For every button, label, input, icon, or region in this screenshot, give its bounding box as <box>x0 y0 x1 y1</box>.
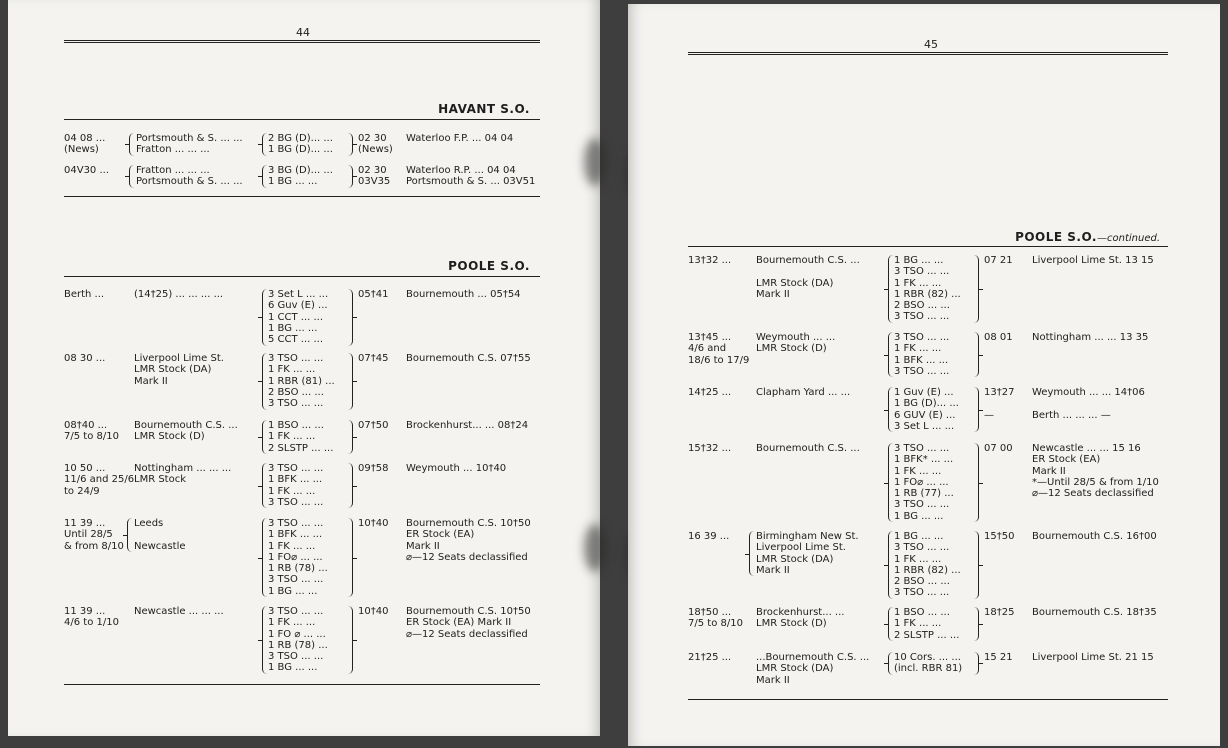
destination: Bournemouth C.S. 07†55 <box>406 353 531 364</box>
origin-station: Fratton ... ... ... Portsmouth & S. ... ... <box>136 165 243 188</box>
origin-station: Birmingham New St. Liverpool Lime St. LMR Stock (DA) Mark II <box>756 531 859 576</box>
departure-time: 14†25 ... <box>688 387 732 398</box>
arrival-time: 10†40 <box>358 606 389 617</box>
formation-brace <box>346 606 353 674</box>
left-page <box>8 0 600 736</box>
formation-brace <box>346 518 353 597</box>
origin-station: Liverpool Lime St. LMR Stock (DA) Mark II <box>134 353 224 387</box>
destination: Liverpool Lime St. 13 15 <box>1032 255 1154 266</box>
section-rule <box>64 196 540 197</box>
section-rule <box>64 276 540 277</box>
destination: Bournemouth ... 05†54 <box>406 289 521 300</box>
origin-station: Bournemouth C.S. ... LMR Stock (DA) Mark II <box>756 255 860 300</box>
destination: Waterloo F.P. ... 04 04 <box>406 133 514 144</box>
formation-brace <box>346 420 353 454</box>
origin-brace <box>749 531 756 576</box>
formation-brace <box>972 531 979 599</box>
train-formation: 1 BG ... ... 3 TSO ... ... 1 FK ... ... 1 RBR (82) ... 2 BSO ... ... 3 TSO ... ... <box>894 255 961 323</box>
train-formation: 3 TSO ... ... 1 FK ... ... 1 FO ⌀ ... ... 1 RB (78) ... 3 TSO ... ... 1 BG ... ... <box>268 606 328 674</box>
destination: Bournemouth C.S. 18†35 <box>1032 607 1157 618</box>
top-rule <box>688 52 1168 55</box>
formation-brace <box>972 387 979 432</box>
arrival-time: 09†58 <box>358 463 389 474</box>
origin-station: (14†25) ... ... ... ... <box>134 289 224 300</box>
origin-station: Weymouth ... ... LMR Stock (D) <box>756 332 836 355</box>
arrival-time: 08 01 <box>984 332 1013 343</box>
destination: Bournemouth C.S. 10†50 ER Stock (EA) Mark II ⌀—12 Seats declassified <box>406 518 531 563</box>
origin-station: Nottingham ... ... ... LMR Stock <box>134 463 232 486</box>
page-number: 45 <box>924 38 938 51</box>
origin-brace <box>127 518 134 552</box>
origin-station: Brockenhurst... ... LMR Stock (D) <box>756 607 845 630</box>
arrival-time: 05†41 <box>358 289 389 300</box>
destination: Newcastle ... ... 15 16 ER Stock (EA) Mark II *—Until 28/5 & from 1/10 ⌀—12 Seats declassified <box>1032 443 1159 500</box>
arrival-time: 15†50 <box>984 531 1015 542</box>
departure-time: 04V30 ... <box>64 165 110 176</box>
train-formation: 3 TSO ... ... 1 BFK ... ... 1 FK ... ... 3 TSO ... ... <box>268 463 324 508</box>
departure-time: 15†32 ... <box>688 443 732 454</box>
train-formation: 1 BSO ... ... 1 FK ... ... 2 SLSTP ... ... <box>894 607 960 641</box>
origin-brace <box>129 165 136 188</box>
section-rule <box>688 246 1168 247</box>
arrival-time: 10†40 <box>358 518 389 529</box>
section-heading-havant: HAVANT S.O. <box>438 102 530 116</box>
train-formation: 2 BG (D)... ... 1 BG (D)... ... <box>268 133 333 156</box>
origin-station: ...Bournemouth C.S. ... LMR Stock (DA) Mark II <box>756 652 870 686</box>
departure-time: 13†32 ... <box>688 255 732 266</box>
departure-time: 11 39 ... 4/6 to 1/10 <box>64 606 119 629</box>
right-page <box>628 4 1220 746</box>
departure-time: 08 30 ... <box>64 353 106 364</box>
arrival-time: 02 30 (News) <box>358 133 393 156</box>
formation-brace <box>972 652 979 675</box>
formation-brace <box>346 133 353 156</box>
train-formation: 3 BG (D)... ... 1 BG ... ... <box>268 165 333 188</box>
destination: Liverpool Lime St. 21 15 <box>1032 652 1154 663</box>
arrival-time: 13†27 — <box>984 387 1015 421</box>
arrival-time: 07 00 <box>984 443 1013 454</box>
formation-brace <box>346 463 353 508</box>
train-formation: 3 Set L ... ... 6 Guv (E) ... 1 CCT ... ... 1 BG ... ... 5 CCT ... ... <box>268 289 329 346</box>
origin-station: Newcastle ... ... ... <box>134 606 224 617</box>
origin-station: Leeds Newcastle <box>134 518 186 552</box>
departure-time: 13†45 ... 4/6 and 18/6 to 17/9 <box>688 332 750 366</box>
departure-time: 04 08 ... (News) <box>64 133 106 156</box>
section-rule <box>64 119 540 120</box>
departure-time: 08†40 ... 7/5 to 8/10 <box>64 420 119 443</box>
train-formation: 3 TSO ... ... 1 FK ... ... 1 BFK ... ... 3 TSO ... ... <box>894 332 950 377</box>
destination: Waterloo R.P. ... 04 04 Portsmouth & S. ... 03V51 <box>406 165 536 188</box>
departure-time: 18†50 ... 7/5 to 8/10 <box>688 607 743 630</box>
train-formation: 1 Guv (E) ... 1 BG (D)... ... 6 GUV (E) ... 3 Set L ... ... <box>894 387 959 432</box>
section-heading-poole-continued: POOLE S.O.—continued. <box>1015 230 1160 244</box>
train-formation: 3 TSO ... ... 1 FK ... ... 1 RBR (81) ... 2 BSO ... ... 3 TSO ... ... <box>268 353 335 410</box>
departure-time: 11 39 ... Until 28/5 & from 8/10 <box>64 518 124 552</box>
train-formation: 10 Cors. ... ... (incl. RBR 81) <box>894 652 963 675</box>
formation-brace <box>972 255 979 323</box>
binding-stain <box>584 138 606 186</box>
destination: Nottingham ... ... 13 35 <box>1032 332 1149 343</box>
origin-station: Bournemouth C.S. ... LMR Stock (D) <box>134 420 238 443</box>
section-heading-poole: POOLE S.O. <box>448 259 530 273</box>
page-number: 44 <box>296 26 310 39</box>
destination: Bournemouth C.S. 16†00 <box>1032 531 1157 542</box>
arrival-time: 07†50 <box>358 420 389 431</box>
formation-brace <box>972 607 979 641</box>
origin-station: Clapham Yard ... ... <box>756 387 851 398</box>
arrival-time: 02 30 03V35 <box>358 165 391 188</box>
origin-station: Bournemouth C.S. ... <box>756 443 860 454</box>
bottom-rule <box>64 684 540 685</box>
destination: Weymouth ... 10†40 <box>406 463 507 474</box>
destination: Brockenhurst... ... 08†24 <box>406 420 529 431</box>
departure-time: 21†25 ... <box>688 652 732 663</box>
formation-brace <box>972 332 979 377</box>
formation-brace <box>346 353 353 410</box>
departure-time: 10 50 ... 11/6 and 25/6 to 24/9 <box>64 463 135 497</box>
destination: Weymouth ... ... 14†06 Berth ... ... ... — <box>1032 387 1145 421</box>
formation-brace <box>972 443 979 522</box>
binding-stain <box>584 524 606 572</box>
departure-time: Berth ... <box>64 289 105 300</box>
train-formation: 1 BSO ... ... 1 FK ... ... 2 SLSTP ... ... <box>268 420 334 454</box>
origin-brace <box>129 133 136 156</box>
arrival-time: 07†45 <box>358 353 389 364</box>
formation-brace <box>346 165 353 188</box>
arrival-time: 07 21 <box>984 255 1013 266</box>
train-formation: 3 TSO ... ... 1 BFK* ... ... 1 FK ... ... 1 FO⌀ ... ... 1 RB (77) ... 3 TSO ... ... 1 BG ... ... <box>894 443 954 522</box>
train-formation: 1 BG ... ... 3 TSO ... ... 1 FK ... ... 1 RBR (82) ... 2 BSO ... ... 3 TSO ... ... <box>894 531 961 599</box>
bottom-rule <box>688 699 1168 700</box>
origin-station: Portsmouth & S. ... ... Fratton ... ... ... <box>136 133 243 156</box>
arrival-time: 18†25 <box>984 607 1015 618</box>
formation-brace <box>346 289 353 346</box>
arrival-time: 15 21 <box>984 652 1013 663</box>
top-rule <box>64 40 540 43</box>
destination: Bournemouth C.S. 10†50 ER Stock (EA) Mark II ⌀—12 Seats declassified <box>406 606 531 640</box>
departure-time: 16 39 ... <box>688 531 730 542</box>
train-formation: 3 TSO ... ... 1 BFK ... ... 1 FK ... ... 1 FO⌀ ... ... 1 RB (78) ... 3 TSO ... ... 1 BG ... ... <box>268 518 328 597</box>
